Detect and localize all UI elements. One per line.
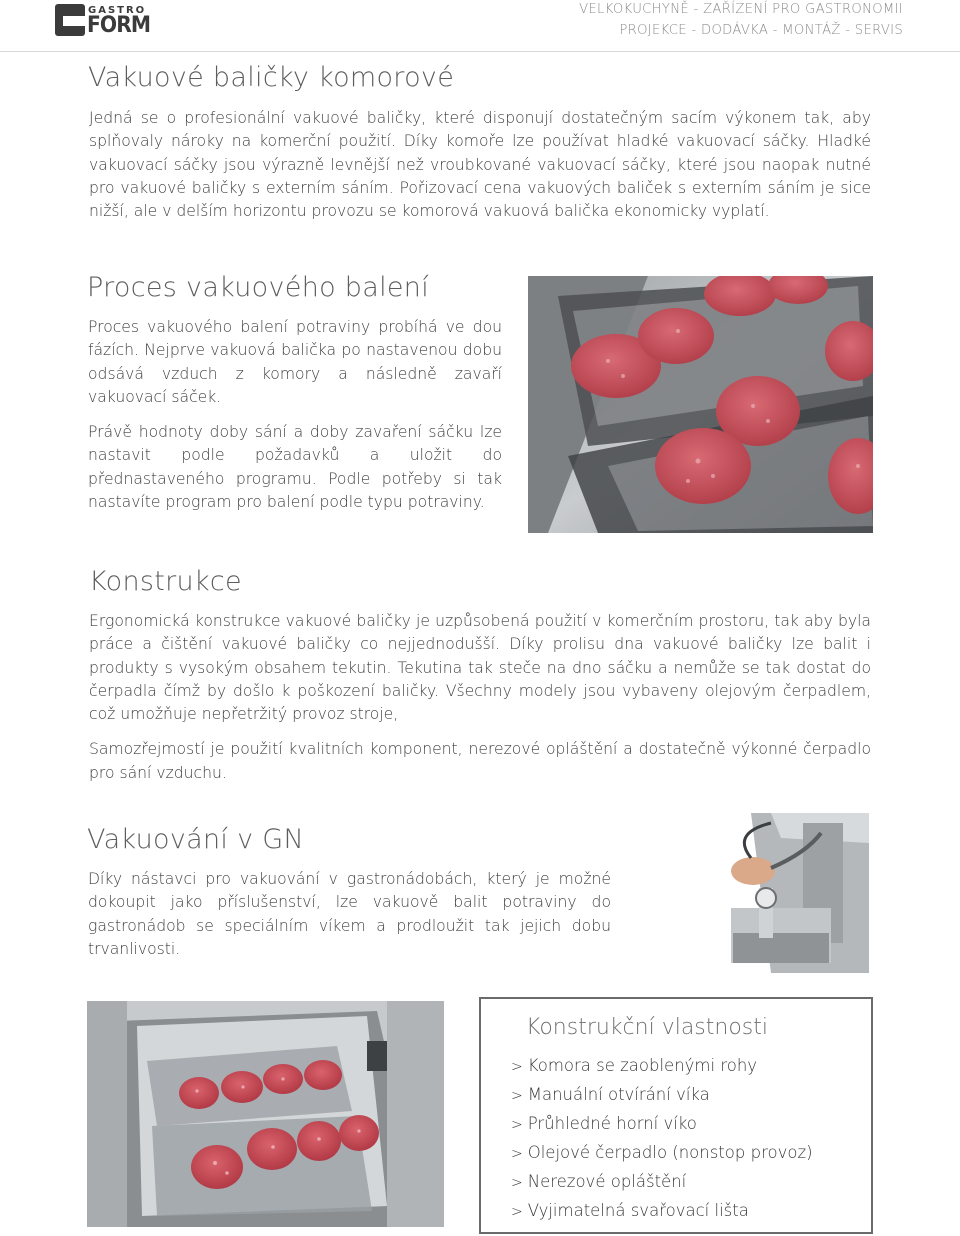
properties-box [479, 997, 873, 1234]
paragraph: Ergonomická konstrukce vakuové baličky je uzpůsobená použití v komerčním prostoru, tak aby byla práce a čištění vakuové baličky co nejjednodušší. Díky prolisu dna vakuové baličky lze balit i produkty s vysokým obsahem tekutin. Tekutina tak steče na dno sáčku a nemůže se tak dostat do čerpadla čímž by došlo k poškození baličky. Všechny modely jsou vybaveny olejovým čerpadlem, což umožňuje nepřetržitý provoz stroje, [89, 612, 871, 724]
list-item-label: Olejové čerpadlo (nonstop provoz) [527, 1143, 813, 1162]
list-item [511, 1110, 813, 1139]
section-text-vakuovani-gn [88, 868, 611, 961]
section-title-konstrukce: Konstrukce [89, 566, 242, 597]
list-item-label: Komora se zaoblenými rohy [527, 1056, 758, 1075]
photo-vacuum-machine-chamber [87, 1001, 444, 1227]
chevron-right-icon: > [511, 1117, 523, 1133]
header-divider [0, 51, 960, 52]
header-tagline-2: PROJEKCE - DODÁVKA - MONTÁŽ - SERVIS [619, 23, 903, 38]
list-item-label: Vyjimatelná svařovací lišta [527, 1201, 749, 1220]
paragraph: Právě hodnoty doby sání a doby zavaření sáčku lze nastavit podle požadavků a uložit do přednastaveného programu. Podle potřeby si tak nastavíte program pro balení podle typu potraviny. [88, 423, 502, 512]
paragraph: Jedná se o profesionální vakuové baličky, které disponují dostatečným sacím výkonem tak, aby splňovaly nároky na komerční použití. Díky komoře lze používat hladké vakuovací sáčky. Hladké vakuovací sáčky jsou výrazně levnější než vroubkované vakuovací sáčky, které jsou naopak nutné pro vakuové baličky s externím sáním. Pořizovací cena vakuových baliček s externím sáním je sice nižší, ale v delším horizontu provozu se komorová vakuová balička ekonomicky vyplatí. [89, 109, 871, 221]
section-text-konstrukce [89, 610, 871, 785]
list-item-label: Manuální otvírání víka [527, 1085, 710, 1104]
list-item-label: Nerezové opláštění [527, 1172, 687, 1191]
logo-small-text: GASTRO [88, 5, 147, 16]
list-item [511, 1168, 813, 1197]
gastroform-logo [55, 4, 151, 38]
logo-g-mark [55, 4, 85, 36]
section-text-vakuove-balicky [89, 107, 871, 223]
properties-list [511, 1052, 813, 1226]
paragraph: Samozřejmostí je použití kvalitních komponent, nerezové opláštění a dostatečně výkonné čerpadlo pro sání vzduchu. [89, 740, 871, 782]
chevron-right-icon: > [511, 1175, 523, 1191]
list-item [511, 1052, 813, 1081]
properties-title: Konstrukční vlastnosti [526, 1015, 768, 1040]
chevron-right-icon: > [511, 1088, 523, 1104]
header-tagline-1: VELKOKUCHYNĚ - ZAŘÍZENÍ PRO GASTRONOMII [579, 2, 903, 17]
section-title-vakuovani-gn: Vakuování v GN [87, 824, 304, 855]
list-item-label: Průhledné horní víko [527, 1114, 697, 1133]
paragraph: Proces vakuového balení potraviny probíhá ve dou fázích. Nejprve vakuová balička po nastavenou dobu odsává vzduch z komory a následně zavaří vakuovací sáček. [88, 318, 502, 406]
list-item [511, 1197, 813, 1226]
logo-big-text: FORM [87, 13, 151, 38]
photo-vacuum-packed-patties [528, 276, 873, 533]
chevron-right-icon: > [511, 1059, 523, 1075]
photo-gn-vacuum-attachment [711, 813, 869, 973]
chevron-right-icon: > [511, 1146, 523, 1162]
list-item [511, 1139, 813, 1168]
paragraph: Díky nástavci pro vakuování v gastronádobách, který je možné dokoupit jako příslušenství, lze vakuově balit potraviny do gastronádob se speciálním víkem a prodloužit tak jejich dobu trvanlivosti. [88, 870, 611, 958]
section-title-vakuove-balicky: Vakuové baličky komorové [88, 62, 455, 93]
list-item [511, 1081, 813, 1110]
section-text-proces [88, 316, 502, 514]
section-title-proces: Proces vakuového balení [87, 272, 430, 303]
chevron-right-icon: > [511, 1204, 523, 1220]
